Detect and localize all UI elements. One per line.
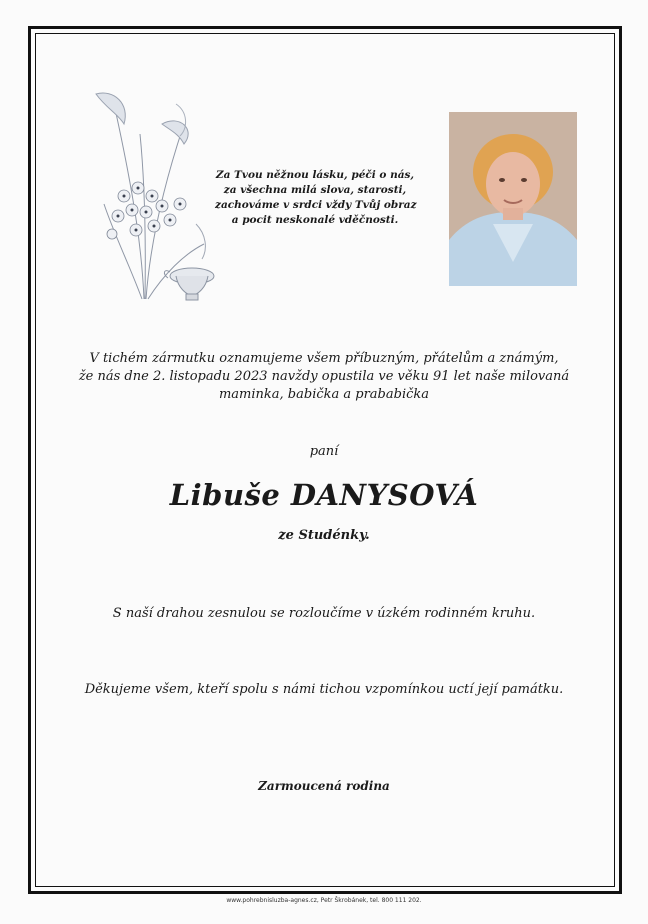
honorific: paní xyxy=(309,444,339,459)
footer-credit: www.pohrebnisluzba-agnes.cz, Petr Škrobánek, tel. 800 111 202. xyxy=(226,897,422,904)
announcement-line: že nás dne 2. listopadu 2023 navždy opustila ve věku 91 let naše milovaná xyxy=(78,369,570,384)
announcement-line: maminka, babička a prababička xyxy=(218,387,430,402)
signature: Zarmoucená rodina xyxy=(258,779,390,793)
announcement-text xyxy=(60,350,588,404)
verse-line: za všechna milá slova, starosti, xyxy=(223,184,407,196)
thanks-text: Děkujeme všem, kteří spolu s námi tichou vzpomínkou uctí její památku. xyxy=(84,682,564,697)
deceased-origin: ze Studénky. xyxy=(278,528,370,543)
verse-line: zachováme v srdci vždy Tvůj obraz xyxy=(215,199,417,211)
announcement-line: V tichém zármutku oznamujeme všem příbuzným, přátelům a známým, xyxy=(89,351,559,366)
memorial-verse xyxy=(215,168,415,228)
verse-line: Za Tvou něžnou lásku, péči o nás, xyxy=(215,169,415,181)
farewell-text: S naší drahou zesnulou se rozloučíme v úzkém rodinném kruhu. xyxy=(112,606,536,621)
verse-line: a pocit neskonalé vděčnosti. xyxy=(231,214,399,226)
deceased-name: Libuše DANYSOVÁ xyxy=(169,478,479,512)
portrait-photo xyxy=(449,112,577,286)
flower-vase-illustration xyxy=(84,84,234,312)
